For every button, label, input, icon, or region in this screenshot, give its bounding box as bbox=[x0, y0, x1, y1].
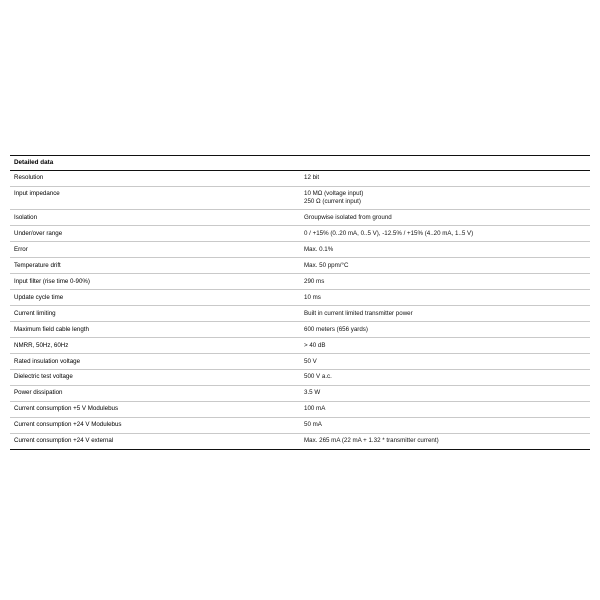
row-value: 10 ms bbox=[300, 290, 590, 306]
table-row bbox=[10, 353, 590, 369]
row-label: Temperature drift bbox=[10, 258, 300, 274]
table-header-row bbox=[10, 156, 590, 171]
table-row bbox=[10, 433, 590, 449]
row-value bbox=[300, 186, 590, 210]
row-label: Update cycle time bbox=[10, 290, 300, 306]
table-title-cell: Detailed data bbox=[10, 156, 300, 171]
row-value: 290 ms bbox=[300, 274, 590, 290]
row-value-line: 10 MΩ (voltage input) bbox=[304, 190, 364, 198]
row-value: > 40 dB bbox=[300, 337, 590, 353]
row-label: Error bbox=[10, 242, 300, 258]
row-label: Current consumption +24 V Modulebus bbox=[10, 417, 300, 433]
row-value: 500 V a.c. bbox=[300, 369, 590, 385]
row-value: Max. 50 ppm/°C bbox=[300, 258, 590, 274]
row-value: Built in current limited transmitter power bbox=[300, 306, 590, 322]
row-value: 3.5 W bbox=[300, 385, 590, 401]
table-row bbox=[10, 274, 590, 290]
row-value: 50 mA bbox=[300, 417, 590, 433]
row-label: Maximum field cable length bbox=[10, 322, 300, 338]
row-value: 12 bit bbox=[300, 170, 590, 186]
row-value: 0 / +15% (0..20 mA, 0..5 V), -12.5% / +15% (4..20 mA, 1..5 V) bbox=[300, 226, 590, 242]
row-value: 600 meters (656 yards) bbox=[300, 322, 590, 338]
table-row bbox=[10, 337, 590, 353]
table-row bbox=[10, 322, 590, 338]
table-row bbox=[10, 242, 590, 258]
row-value: 100 mA bbox=[300, 401, 590, 417]
detailed-data-table bbox=[10, 155, 590, 450]
row-value: 50 V bbox=[300, 353, 590, 369]
table-row bbox=[10, 226, 590, 242]
table-row bbox=[10, 385, 590, 401]
table-row bbox=[10, 258, 590, 274]
row-label: Isolation bbox=[10, 210, 300, 226]
row-label: Power dissipation bbox=[10, 385, 300, 401]
table-row bbox=[10, 170, 590, 186]
table-row bbox=[10, 401, 590, 417]
table-row bbox=[10, 210, 590, 226]
row-label: Under/over range bbox=[10, 226, 300, 242]
row-value-line: 250 Ω (current input) bbox=[304, 198, 361, 206]
row-label: Current limiting bbox=[10, 306, 300, 322]
table-row bbox=[10, 290, 590, 306]
row-value: Max. 0.1% bbox=[300, 242, 590, 258]
row-label: Input impedance bbox=[10, 186, 300, 210]
table-row bbox=[10, 186, 590, 210]
row-label: Current consumption +5 V Modulebus bbox=[10, 401, 300, 417]
detailed-data-table-container bbox=[10, 155, 590, 450]
row-label: Input filter (rise time 0-90%) bbox=[10, 274, 300, 290]
table-row bbox=[10, 417, 590, 433]
table-body bbox=[10, 170, 590, 449]
row-label: Resolution bbox=[10, 170, 300, 186]
row-value: Groupwise isolated from ground bbox=[300, 210, 590, 226]
table-row bbox=[10, 369, 590, 385]
table-header-value-cell bbox=[300, 156, 590, 171]
row-label: Current consumption +24 V external bbox=[10, 433, 300, 449]
row-label: Dielectric test voltage bbox=[10, 369, 300, 385]
table-row bbox=[10, 306, 590, 322]
row-value: Max. 265 mA (22 mA + 1.32 * transmitter current) bbox=[300, 433, 590, 449]
row-label: Rated insulation voltage bbox=[10, 353, 300, 369]
row-label: NMRR, 50Hz, 60Hz bbox=[10, 337, 300, 353]
